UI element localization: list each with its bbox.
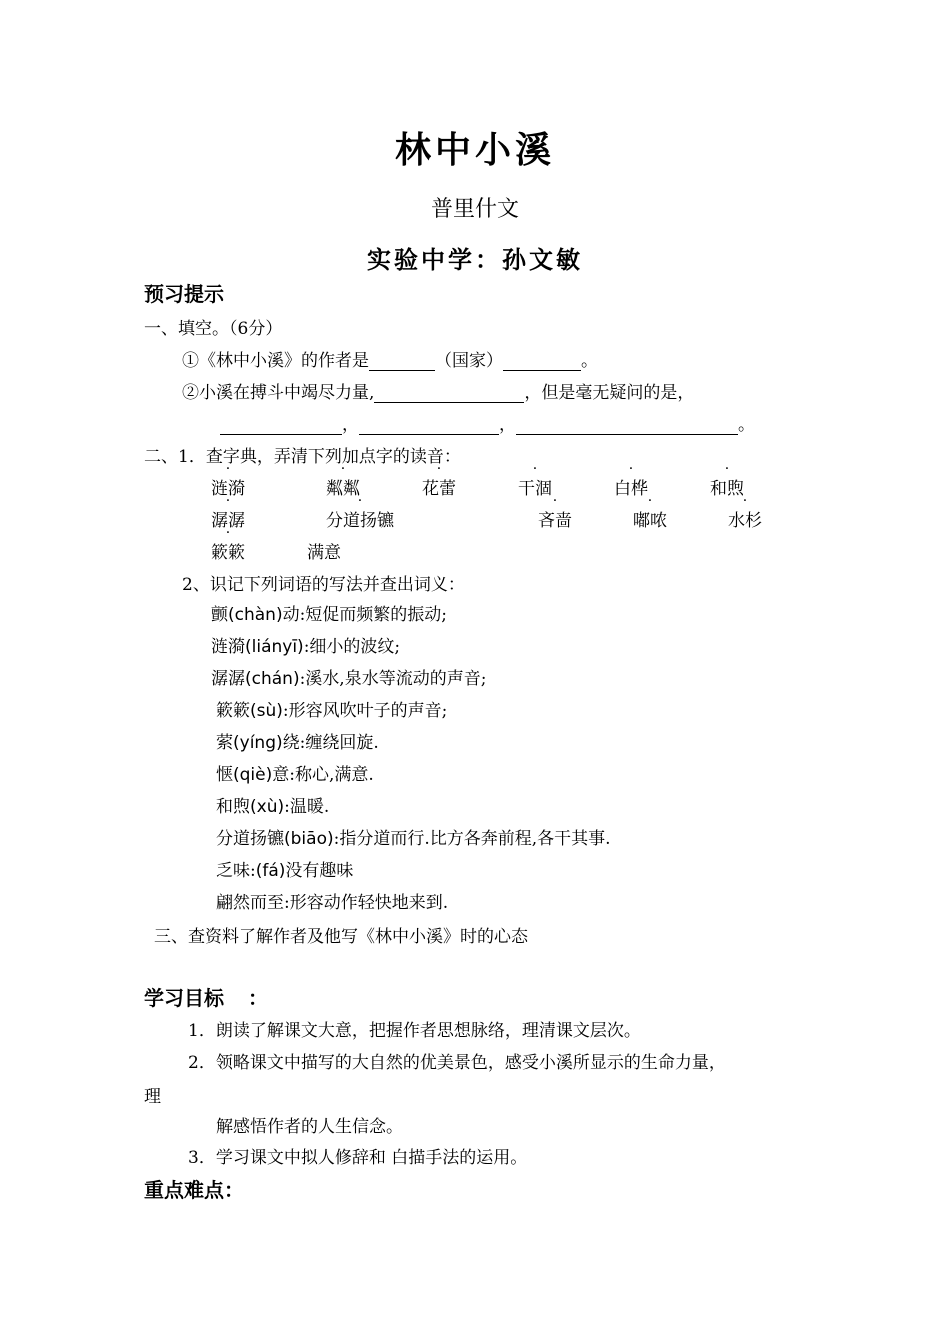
author-name: 普里什文	[430, 197, 519, 222]
definition-pinyin: (chàn)	[228, 605, 283, 625]
word-item	[211, 538, 245, 563]
q1-stream-prompt: ②小溪在搏斗中竭尽力量,	[182, 383, 375, 403]
question-1-line-3	[220, 410, 755, 435]
q1-line3-end: 。	[738, 415, 755, 435]
stream-blank-2[interactable]	[220, 416, 342, 435]
word-item	[538, 506, 572, 531]
definition-pinyin: (liányī)	[245, 637, 304, 657]
definition-meaning: :温暖.	[284, 797, 330, 817]
dotted-word: 簌簌	[211, 543, 245, 563]
stream-blank-3[interactable]	[359, 416, 499, 435]
word-item	[518, 474, 552, 499]
definition-line	[216, 888, 448, 913]
definition-pinyin: (qiè)	[233, 765, 273, 785]
stream-blank-4[interactable]	[516, 416, 738, 435]
dotted-word: 花蕾	[422, 479, 456, 499]
definition-meaning: :溪水,泉水等流动的声音;	[299, 669, 487, 689]
definition-pinyin: (biāo)	[284, 829, 334, 849]
word-item	[326, 474, 360, 499]
definition-line	[211, 664, 486, 689]
q1-line3-sep2: ，	[499, 415, 516, 435]
definition-meaning: :细小的波纹;	[303, 637, 401, 657]
author-blank[interactable]	[369, 352, 435, 371]
goal-item-1: 1．朗读了解课文大意，把握作者思想脉络，理清课文层次。	[188, 1021, 641, 1041]
definition-meaning: :指分道而行.比方各奔前程,各干其事.	[333, 829, 611, 849]
dotted-word: 嘟哝	[633, 511, 667, 531]
word-item	[614, 474, 648, 499]
preview-heading: 预习提示	[144, 282, 224, 306]
goal-item-2-continued: 解感悟作者的人生信念。	[216, 1117, 403, 1137]
definition-pinyin: (sù)	[250, 701, 283, 721]
definition-pinyin: (xù)	[250, 797, 285, 817]
stream-blank-1[interactable]	[374, 384, 524, 403]
definition-word: 颤	[211, 605, 228, 625]
definition-line	[216, 824, 611, 849]
definition-word: 分道扬镳	[216, 829, 284, 849]
definition-line	[216, 760, 374, 785]
document-title: 林中小溪	[394, 130, 555, 171]
dotted-word: 潺潺	[211, 511, 245, 531]
definition-pinyin: (fá)	[255, 861, 286, 881]
question-2-sub-2-label: 2、识记下列词语的写法并查出词义：	[182, 575, 465, 595]
dotted-word: 涟漪	[211, 479, 245, 499]
goal-item-2: 2．领略课文中描写的大自然的优美景色，感受小溪所显示的生命力量，	[188, 1053, 726, 1073]
key-points-heading: 重点难点：	[144, 1178, 244, 1202]
word-item	[307, 538, 341, 563]
question-3-label: 三、查资料了解作者及他写《林中小溪》时的心态	[154, 927, 528, 947]
goals-heading-colon: ：	[248, 986, 268, 1010]
dotted-word: 吝啬	[538, 511, 572, 531]
word-item	[422, 474, 456, 499]
definition-word: 翩然而至:形容动作轻快地来到.	[216, 893, 449, 913]
teacher-name: 实验中学：孙文敏	[367, 246, 583, 274]
q1-line3-sep1: ，	[342, 415, 359, 435]
dotted-word: 分道扬镳	[326, 511, 394, 531]
q1-country-prompt: （国家）	[435, 351, 503, 371]
definition-word: 乏味:	[216, 861, 256, 881]
definition-line	[216, 696, 447, 721]
goals-heading-text: 学习目标	[144, 986, 224, 1010]
definition-line	[216, 792, 329, 817]
goals-heading	[144, 982, 268, 1011]
dotted-word: 干涸	[518, 479, 552, 499]
definition-word: 潺潺	[211, 669, 245, 689]
definition-word: 惬	[216, 765, 233, 785]
word-item	[710, 474, 744, 499]
definition-word: 簌簌	[216, 701, 250, 721]
definition-line	[216, 728, 379, 753]
country-blank[interactable]	[503, 352, 581, 371]
definition-line	[211, 632, 400, 657]
dotted-word: 白桦	[614, 479, 648, 499]
definition-line	[211, 600, 447, 625]
word-item	[728, 506, 762, 531]
q1-author-prompt: ①《林中小溪》的作者是	[182, 351, 369, 371]
definition-meaning: 绕:缠绕回旋.	[282, 733, 379, 753]
question-1-label: 一、填空。（6分）	[144, 319, 283, 339]
definition-word: 萦	[216, 733, 233, 753]
definition-word: 涟漪	[211, 637, 245, 657]
q1-line1-end: 。	[581, 351, 598, 371]
dotted-word: 粼粼	[326, 479, 360, 499]
question-2-label: 二、1．查字典，弄清下列加点字的读音：	[144, 447, 461, 467]
definition-pinyin: (chán)	[245, 669, 300, 689]
goal-item-3: 3．学习课文中拟人修辞和 白描手法的运用。	[188, 1148, 528, 1168]
word-item	[633, 506, 667, 531]
dotted-word: 和煦	[710, 479, 744, 499]
question-1-line-1	[182, 346, 598, 371]
dotted-word: 水杉	[728, 511, 762, 531]
definition-meaning: 没有趣味	[285, 861, 354, 881]
question-1-line-2	[182, 378, 694, 403]
definition-word: 和煦	[216, 797, 250, 817]
definition-line	[216, 856, 353, 881]
goal-item-2-wrap: 理	[144, 1087, 161, 1107]
word-item	[326, 506, 394, 531]
definition-meaning: :形容风吹叶子的声音;	[282, 701, 448, 721]
definition-pinyin: (yíng)	[233, 733, 283, 753]
definition-meaning: 意:称心,满意.	[272, 765, 374, 785]
plain-word: 满意	[307, 543, 341, 563]
q1-but-prompt: ，但是毫无疑问的是，	[524, 383, 695, 403]
definition-meaning: 动:短促而频繁的振动;	[282, 605, 448, 625]
